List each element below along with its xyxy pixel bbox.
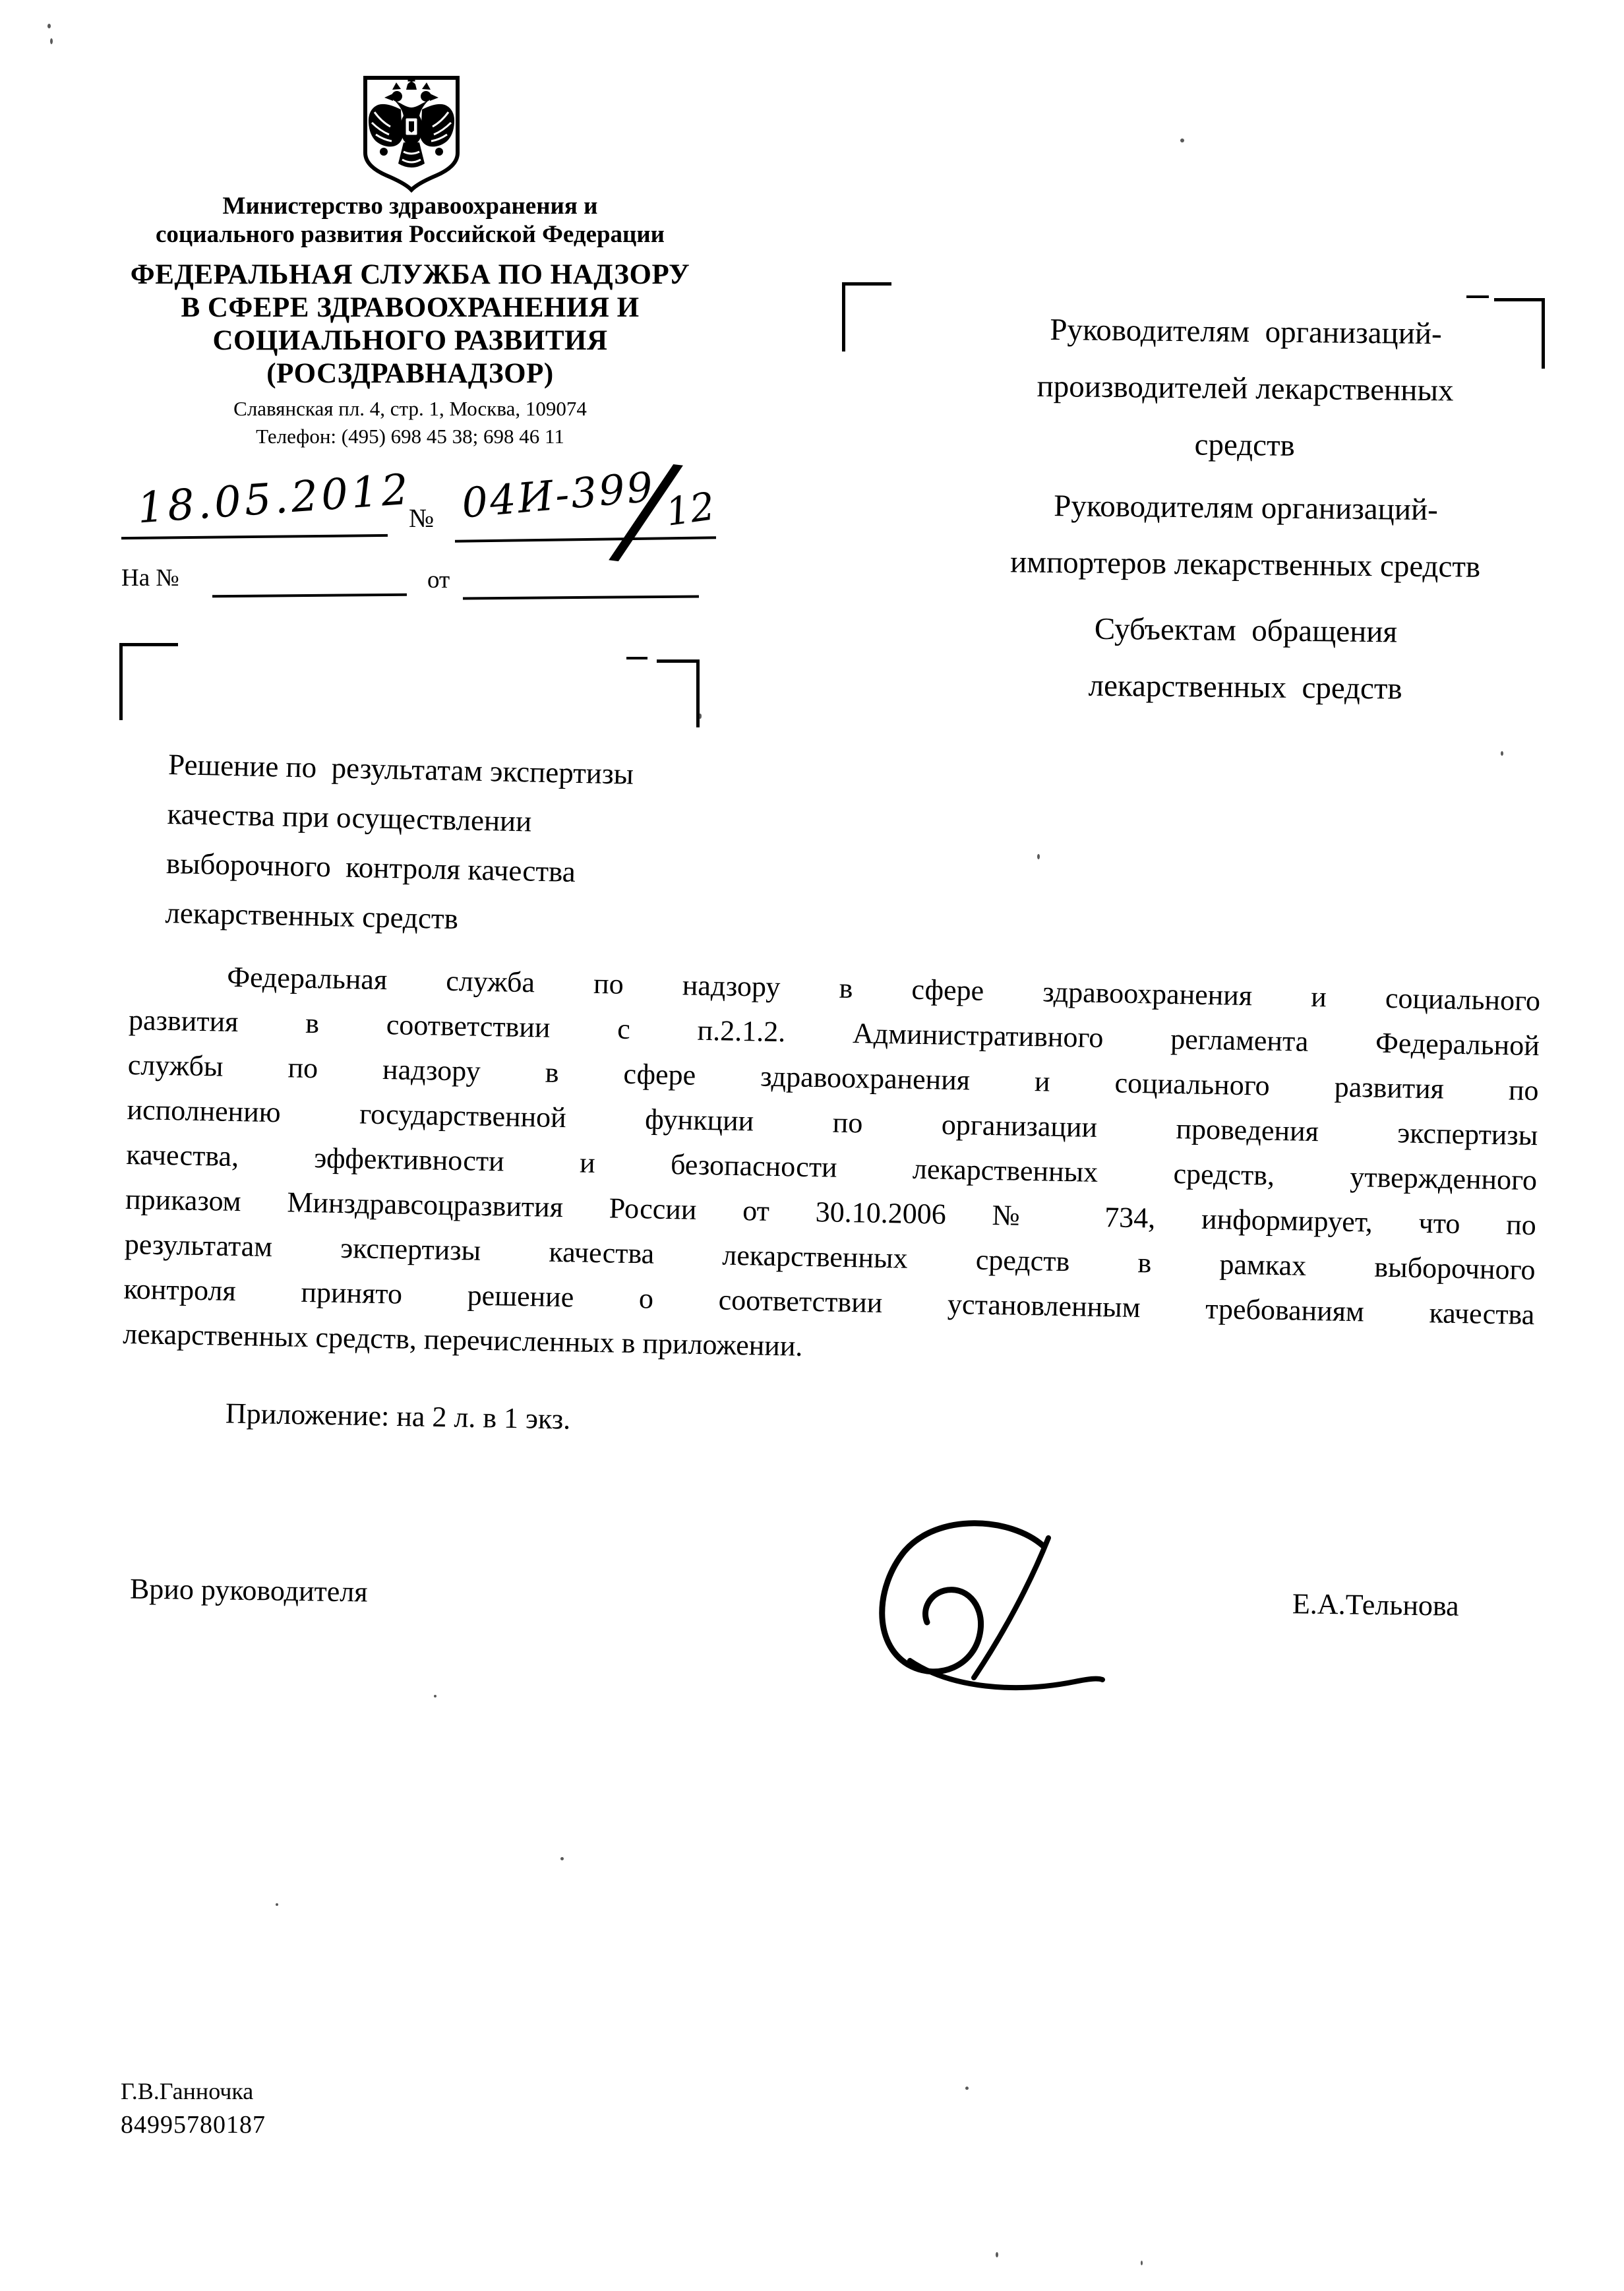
subject-corner-bracket-right bbox=[657, 659, 700, 727]
signer-name: Е.А.Тельнова bbox=[1292, 1587, 1460, 1622]
letter-subject bbox=[165, 740, 736, 950]
attachment-note: Приложение: на 2 л. в 1 экз. bbox=[225, 1397, 571, 1436]
addressee-importers bbox=[922, 476, 1569, 596]
scan-speck bbox=[996, 2252, 998, 2257]
scan-speck bbox=[434, 1695, 436, 1697]
text-line: контроля принято решение о соответствии установленным требованиям качества bbox=[123, 1272, 1535, 1331]
handwritten-number: 04И-399 bbox=[460, 462, 657, 528]
text-line: лекарственных средств bbox=[1088, 668, 1402, 706]
text-line: развития в соответствии с п.2.1.2. Административного регламента Федеральной bbox=[128, 1003, 1540, 1062]
text-line: средств bbox=[1194, 427, 1296, 463]
scan-speck bbox=[1037, 854, 1040, 859]
subject-corner-bracket-left bbox=[119, 643, 178, 720]
service-address: Славянская пл. 4, стр. 1, Москва, 109074 bbox=[233, 397, 587, 420]
text-line: В СФЕРЕ ЗДРАВООХРАНЕНИЯ И bbox=[181, 292, 640, 323]
text-line: лекарственных средств, перечисленных в приложении. bbox=[122, 1317, 803, 1362]
scan-speck bbox=[965, 2087, 969, 2090]
handwritten-date: 18.05.2012 bbox=[135, 465, 413, 534]
addressee-corner-tick bbox=[1466, 295, 1489, 298]
ref-date-underline bbox=[463, 595, 699, 599]
coat-of-arms-icon bbox=[359, 74, 464, 194]
scan-speck bbox=[276, 1903, 278, 1906]
text-line: службы по надзору в сфере здравоохранения и социального развития по bbox=[127, 1048, 1539, 1107]
text-line: приказом Минздравсоцразвития России от 30.10.2006 № 734, информирует, что по bbox=[125, 1182, 1537, 1242]
text-line: Решение по результатам экспертизы bbox=[167, 747, 634, 791]
text-line: Субъектам обращения bbox=[1094, 611, 1398, 650]
text-line: выборочного контроля качества bbox=[165, 846, 576, 888]
text-line: ФЕДЕРАЛЬНАЯ СЛУЖБА ПО НАДЗОРУ bbox=[130, 259, 690, 290]
ref-date-label: от bbox=[427, 566, 450, 594]
scan-speck bbox=[50, 38, 53, 44]
text-line: производителей лекарственных bbox=[1037, 369, 1454, 408]
addressee-manufacturers bbox=[921, 300, 1569, 477]
service-name bbox=[80, 259, 740, 390]
signature-scribble-icon bbox=[839, 1512, 1129, 1709]
handwritten-number-slash: / bbox=[616, 434, 677, 585]
text-line: (РОСЗДРАВНАДЗОР) bbox=[266, 358, 554, 389]
scan-speck bbox=[560, 1857, 564, 1860]
scan-speck bbox=[47, 24, 51, 28]
ministry-name bbox=[80, 192, 740, 249]
text-line: СОЦИАЛЬНОГО РАЗВИТИЯ bbox=[212, 325, 608, 356]
service-phone: Телефон: (495) 698 45 38; 698 46 11 bbox=[256, 425, 564, 448]
scan-speck bbox=[1501, 751, 1503, 756]
letter-body bbox=[123, 953, 1541, 1382]
date-underline bbox=[121, 534, 388, 539]
scan-speck bbox=[699, 714, 702, 719]
signer-title: Врио руководителя bbox=[129, 1572, 368, 1608]
text-line: качества, эффективности и безопасности лекарственных средств, утвержденного bbox=[125, 1138, 1538, 1197]
text-line: Министерство здравоохранения и bbox=[222, 193, 598, 220]
subject-corner-tick bbox=[626, 657, 647, 659]
text-line: Руководителям организаций- bbox=[1050, 313, 1442, 351]
text-line: социального развития Российской Федерации bbox=[155, 221, 665, 248]
number-underline bbox=[455, 536, 716, 543]
text-line: Федеральная служба по надзору в сфере здравоохранения и социального bbox=[226, 960, 1541, 1018]
executor-phone: 84995780187 bbox=[121, 2111, 266, 2139]
executor-name: Г.В.Ганночка bbox=[121, 2078, 254, 2104]
handwritten-number-year: 12 bbox=[663, 483, 718, 535]
scan-speck bbox=[1180, 138, 1184, 142]
ref-number-label: На № bbox=[121, 565, 179, 592]
scan-speck bbox=[1141, 2261, 1143, 2265]
ref-number-underline bbox=[212, 594, 407, 598]
text-line: результатам экспертизы качества лекарственных средств в рамках выборочного bbox=[124, 1227, 1536, 1287]
text-line: исполнению государственной функции по организации проведения экспертизы bbox=[127, 1093, 1538, 1152]
text-line: лекарственных средств bbox=[164, 896, 459, 936]
text-line: Руководителям организаций- bbox=[1053, 489, 1439, 528]
number-sign: № bbox=[409, 503, 435, 533]
text-line: качества при осуществлении bbox=[167, 797, 532, 838]
addressee-corner-bracket-left bbox=[842, 282, 891, 351]
text-line: импортеров лекарственных средств bbox=[1009, 545, 1481, 584]
addressee-circulation-subjects bbox=[922, 599, 1569, 719]
